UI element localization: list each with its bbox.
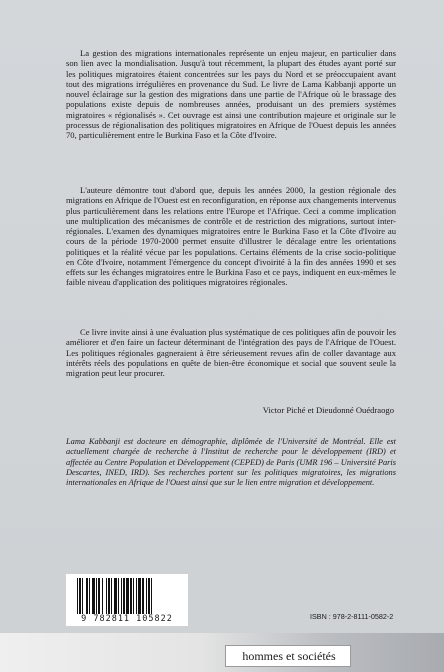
barcode-bar: [77, 578, 78, 614]
series-band: [0, 633, 444, 672]
barcode-bar: [114, 578, 117, 614]
barcode-bars: [77, 578, 177, 614]
barcode-bar: [118, 578, 119, 614]
barcode-bar: [98, 578, 100, 614]
barcode-bar: [86, 578, 88, 614]
summary-paragraph-2: [66, 185, 396, 288]
isbn-label: ISBN : 978-2-8111-0582-2: [310, 612, 394, 621]
barcode-bar: [96, 578, 97, 614]
bio-text: Lama Kabbanji est docteure en démographie, diplômée de l'Université de Montréal. Elle est actuellement chargée de recherche à l'Institut de recherche pour le développement (IRD) et affectée au Centre Population et Développement (CEPED) de Paris (UMR 196 – Université Paris Descartes, INED, IRD). Ses recherches portent sur les politiques migratoires, les migrations internationales en Afrique de l'Ouest ainsi que sur le lien entre migration et développement.: [66, 437, 396, 488]
barcode-bar: [111, 578, 112, 614]
barcode-bar: [89, 578, 90, 614]
barcode-bar: [108, 578, 110, 614]
paragraph-text: Ce livre invite ainsi à une évaluation plus systématique de ces politiques afin de pouvoir les améliorer et d'en faire un facteur déterminant de l'intégration des pays de l'Afrique de l'Ouest. Les politiques régionales gagneraient à être sérieusement revues afin de coller davantage aux intérêts réels des populations en quête de bien-être économique et social que souvent seule la migration peut leur procurer.: [66, 327, 396, 378]
barcode-bar: [79, 578, 81, 614]
preface-authors: Victor Piché et Dieudonné Ouédraogo: [262, 405, 394, 415]
barcode-bar: [106, 578, 107, 614]
summary-paragraph-1: [66, 48, 396, 140]
barcode-bar: [151, 578, 152, 614]
barcode-bar: [133, 578, 134, 614]
barcode-bar: [136, 578, 137, 614]
barcode-bar: [102, 578, 103, 614]
barcode-bar: [146, 578, 147, 614]
barcode-bar: [121, 578, 122, 614]
barcode-bar: [130, 578, 132, 614]
barcode-bar: [82, 578, 83, 614]
series-title: hommes et sociétés: [242, 649, 336, 663]
barcode-bar: [126, 578, 129, 614]
barcode-bar: [123, 578, 125, 614]
barcode-bar: [142, 578, 144, 614]
barcode: [66, 574, 188, 626]
barcode-bar: [92, 578, 95, 614]
summary-paragraph-3: [66, 327, 396, 378]
author-bio: [66, 437, 396, 488]
paragraph-text: La gestion des migrations internationales représente un enjeu majeur, en particulier dans son lien avec la mondialisation. Jusqu'à tout récemment, la plupart des études ayant porté sur les politiques migratoires étaient concentrées sur les pays du Nord et se préoccupaient avant tout des migrations irrégulières en provenance du Sud. Le livre de Lama Kabbanji apporte un nouvel éclairage sur la gestion des migrations dans une partie de l'Afrique où le brassage des populations existe depuis de nombreuses années, produisant un des premiers systèmes migratoires « régionalisés ». Cet ouvrage est ainsi une contribution majeure et originale sur le processus de régionalisation des politiques migratoires en Afrique de l'Ouest depuis les années 70, particulièrement entre le Burkina Faso et la Côte d'Ivoire.: [66, 48, 396, 140]
barcode-number: 9 782811 105822: [81, 614, 173, 624]
barcode-bar: [148, 578, 150, 614]
series-logo-box: [225, 645, 351, 667]
barcode-bar: [138, 578, 141, 614]
paragraph-text: L'auteure démontre tout d'abord que, depuis les années 2000, la gestion régionale des migrations en Afrique de l'Ouest est en reconfiguration, en réponse aux changements intervenus plus particulièrement dans les relations entre l'Europe et l'Afrique. Ceci a comme implication une multiplication des mécanismes de contrôle et de restriction des migrations, surtout inter-régionales. L'examen des dynamiques migratoires entre le Burkina Faso et la Côte d'Ivoire au cours de la période 1970-2000 permet ensuite d'illustrer le décalage entre les orientations politiques et la réalité vécue par les populations. Certains éléments de la crise socio-politique en Côte d'Ivoire, notamment l'émergence du concept d'ivoirité à la fin des années 1990 et ses effets sur les échanges migratoires entre le Burkina Faso et ce pays, indiquent en eux-mêmes le faible niveau d'application des politiques migratoires régionales.: [66, 185, 396, 288]
